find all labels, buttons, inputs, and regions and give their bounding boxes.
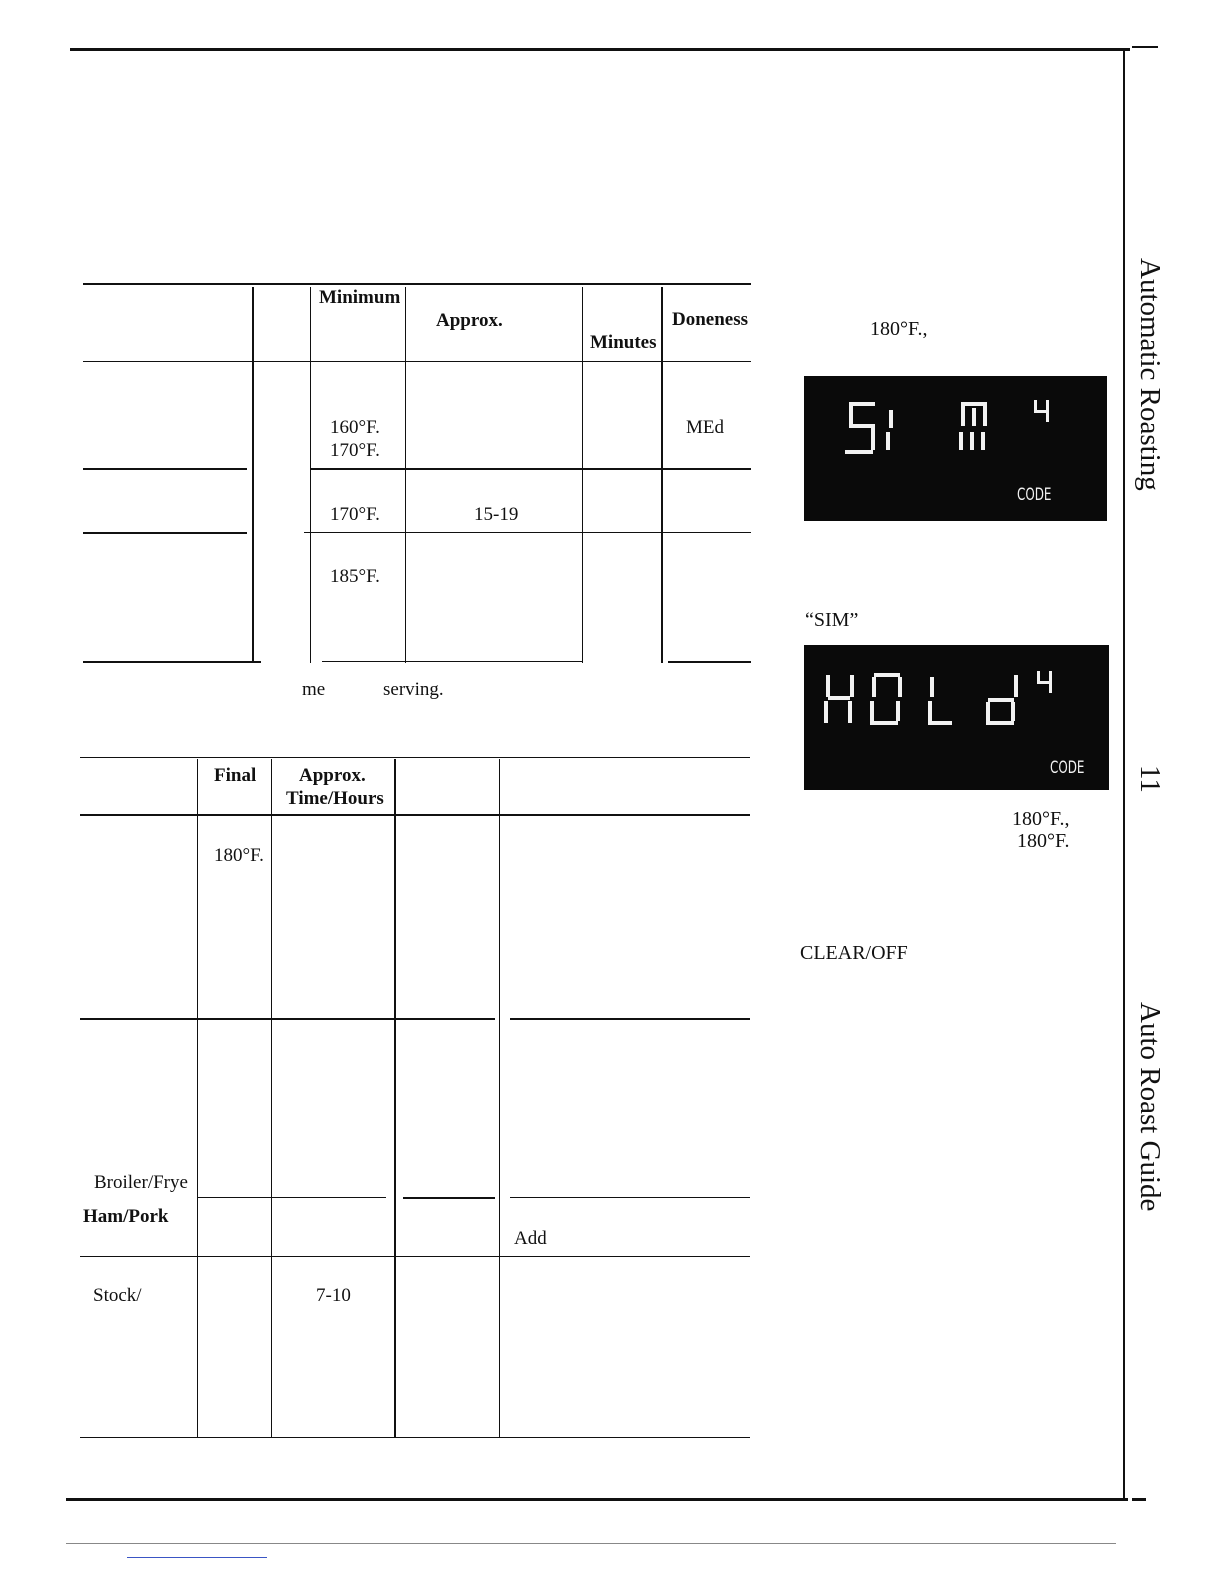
t1-footnote-part2: serving. — [383, 679, 444, 700]
top-rule-tick — [1132, 46, 1158, 48]
t2-row-rule-2c — [510, 1197, 750, 1198]
lcd-display-hold — [804, 645, 1109, 790]
t1-temp-185: 185°F. — [330, 566, 380, 587]
footer-rule — [66, 1543, 1116, 1544]
footer-link-rule — [127, 1557, 267, 1558]
t2-stock: Stock/ — [93, 1285, 142, 1306]
t1-col-line-3 — [405, 287, 406, 663]
t1-header-doneness: Doneness — [672, 309, 749, 330]
t2-row-rule-3 — [80, 1256, 750, 1257]
t2-row-rule-2b — [403, 1197, 495, 1199]
t1-col-line-2 — [310, 287, 311, 663]
t1-footnote-part1: me — [302, 679, 326, 700]
t1-temp-170b: 170°F. — [330, 504, 380, 525]
t1-header-rule — [83, 361, 751, 362]
temp-180-text-2: 180°F., — [1012, 808, 1070, 830]
clear-off-text: CLEAR/OFF — [800, 942, 908, 964]
t1-temp-160: 160°F. — [330, 417, 380, 438]
t2-bottom-rule — [80, 1437, 750, 1438]
t1-header-approx: Approx. — [436, 310, 503, 331]
t1-row-rule-2a — [83, 532, 247, 534]
right-margin-rule — [1123, 50, 1125, 1500]
t1-header-minutes: Minutes — [590, 332, 657, 353]
t1-row-rule-1b — [310, 468, 751, 470]
sidebar-title-auto-roast-guide: Auto Roast Guide — [1134, 1002, 1166, 1212]
t2-col-line-3 — [394, 759, 396, 1438]
t1-top-rule — [83, 283, 751, 285]
t2-header-final: Final — [214, 765, 257, 786]
top-rule — [70, 48, 1130, 51]
sim-quote-text: “SIM” — [805, 609, 859, 631]
temp-180-text: 180°F., — [870, 318, 928, 340]
bottom-rule-tick — [1132, 1498, 1146, 1501]
t2-row-rule-2a — [198, 1197, 386, 1198]
t1-bottom-rule-a — [83, 661, 261, 663]
t2-header-rule — [80, 814, 750, 816]
t2-ham-pork: Ham/Pork — [83, 1206, 169, 1227]
t1-col-line-4 — [582, 287, 583, 663]
bottom-rule — [66, 1498, 1128, 1501]
sidebar-title-automatic-roasting: Automatic Roasting — [1134, 258, 1166, 491]
sidebar-page-number: 11 — [1134, 765, 1166, 793]
t2-time-7-10: 7-10 — [316, 1285, 351, 1306]
temp-180-text-3: 180°F. — [1017, 830, 1070, 852]
t2-temp-180: 180°F. — [214, 845, 264, 866]
t2-header-approx: Approx. — [299, 765, 366, 786]
t1-col-line-5 — [661, 287, 663, 663]
t2-broiler: Broiler/Frye — [94, 1172, 188, 1193]
t2-add: Add — [514, 1228, 547, 1249]
t1-row-rule-2b — [304, 532, 751, 533]
t2-col-line-4 — [499, 759, 500, 1438]
t1-doneness-med: MEd — [686, 417, 724, 438]
lcd-code-label: CODE — [1017, 485, 1052, 505]
t1-temp-170a: 170°F. — [330, 440, 380, 461]
t1-bottom-rule-b — [322, 661, 583, 662]
t1-bottom-rule-c — [668, 661, 751, 663]
lcd-display-sim — [804, 376, 1107, 521]
t2-top-rule — [80, 757, 750, 758]
t1-time-15-19: 15-19 — [474, 504, 519, 525]
t2-col-line-2 — [271, 759, 272, 1438]
lcd-code-label: CODE — [1050, 758, 1085, 778]
t1-col-line-1 — [252, 287, 254, 663]
t2-row-rule-1b — [510, 1018, 750, 1020]
t1-header-minimum: Minimum — [319, 287, 401, 308]
t2-col-line-1 — [197, 759, 198, 1438]
t1-row-rule-1a — [83, 468, 247, 470]
t2-row-rule-1a — [80, 1018, 495, 1020]
t2-header-time-hours: Time/Hours — [286, 788, 384, 809]
